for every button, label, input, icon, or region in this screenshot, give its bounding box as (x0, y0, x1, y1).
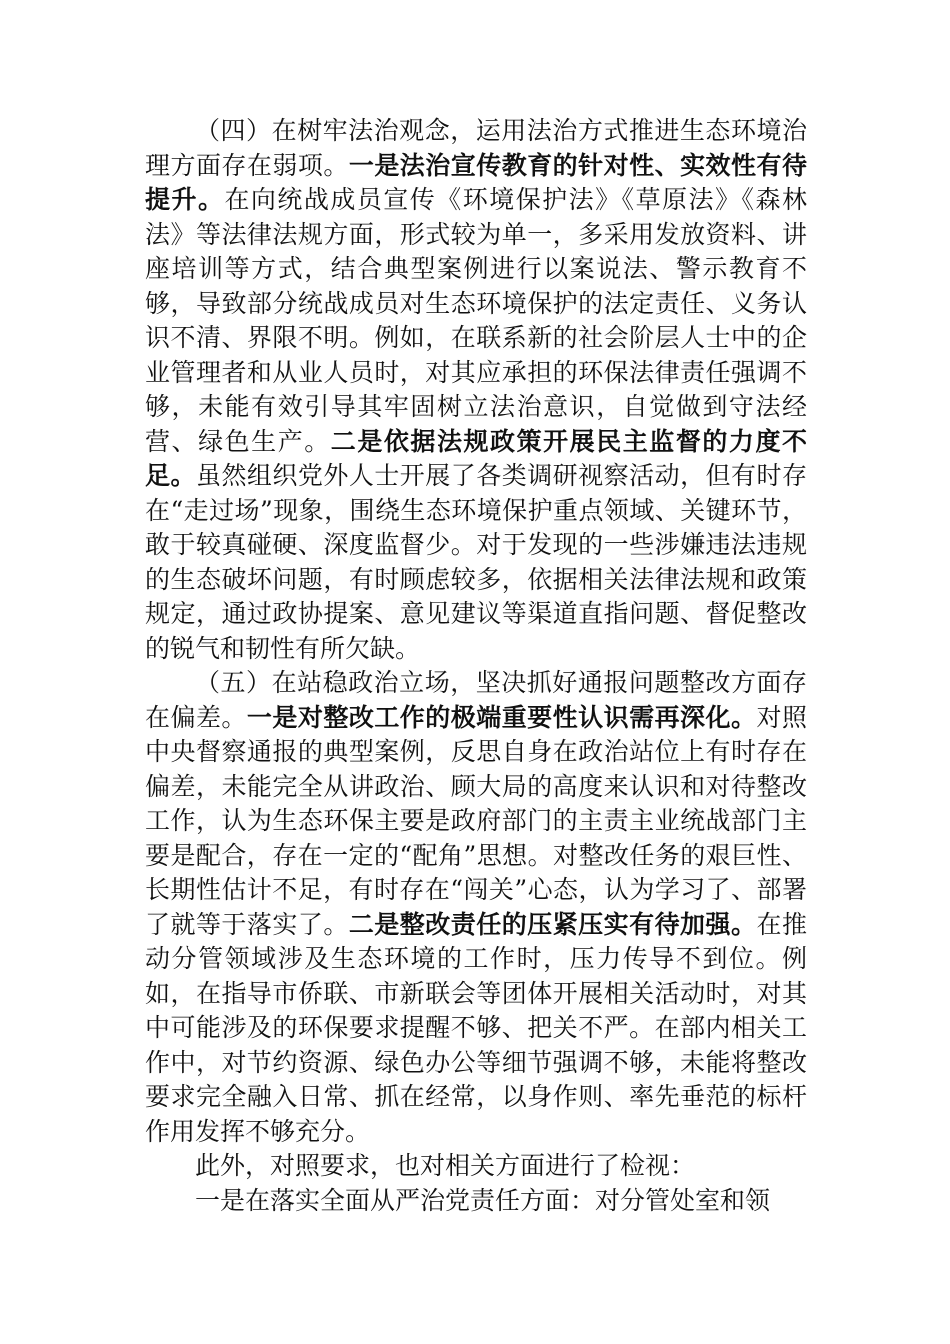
section-4-point-1-body: 在向统战成员宣传《环境保护法》《草原法》《森林法》等法律法规方面，形式较为单一，多采用发放资料、讲座培训等方式，结合典型案例进行以案说法、警示教育不够，导致部分统战成员对生态环境保护的法定责任、义务认识不清、界限不明。例如，在联系新的社会阶层人士中的企业管理者和从业人员时，对其应承担的环保法律责任强调不够，未能有效引导其牢固树立法治意识，自觉做到守法经营、绿色生产。 (145, 185, 807, 456)
section-5-point-1-body: 对照中央督察通报的典型案例，反思自身在政治站位上有时存在偏差，未能完全从讲政治、顾大局的高度来认识和对待整改工作，认为生态环保主要是政府部门的主责主业统战部门主要是配合，存在一定的“配角”思想。对整改任务的艰巨性、长期性估计不足，有时存在“闯关”心态，认为学习了、部署了就等于落实了。 (145, 702, 807, 939)
section-4-point-1-title: 一是法治宣传教育的针对性、实效性有待提升。 (145, 150, 807, 214)
document-body (145, 114, 807, 1218)
section-4-heading: （四）在树牢法治观念，运用法治方式推进生态环境治理方面存在弱项。 (145, 116, 807, 180)
paragraph-section-4 (145, 114, 807, 666)
section-5-point-2-title: 二是整改责任的压紧压实有待加强。 (348, 909, 757, 939)
paragraph-party-governance (145, 1184, 807, 1219)
section-5-point-1-title: 一是对整改工作的极端重要性认识需再深化。 (246, 702, 757, 732)
party-governance-text: 一是在落实全面从严治党责任方面：对分管处室和领 (195, 1185, 771, 1215)
section-4-point-2-body: 虽然组织党外人士开展了各类调研视察活动，但有时存在“走过场”现象，围绕生态环境保护重点领域、关键环节，敢于较真碰硬、深度监督少。对于发现的一些涉嫌违法违规的生态破坏问题，有时顾虑较多，依据相关法律法规和政策规定，通过政协提案、意见建议等渠道直指问题、督促整改的锐气和韧性有所欠缺。 (145, 461, 807, 663)
section-4-point-2-title: 二是依据法规政策开展民主监督的力度不足。 (145, 426, 807, 490)
paragraph-section-5 (145, 666, 807, 1149)
section-5-heading: （五）在站稳政治立场，坚决抓好通报问题整改方面存在偏差。 (145, 668, 807, 732)
additional-review-text: 此外，对照要求，也对相关方面进行了检视： (195, 1151, 696, 1180)
section-5-point-2-body: 在推动分管领域涉及生态环境的工作时，压力传导不到位。例如，在指导市侨联、市新联会等团体开展相关活动时，对其中可能涉及的环保要求提醒不够、把关不严。在部内相关工作中，对节约资源、绿色办公等细节强调不够，未能将整改要求完全融入日常、抓在经常，以身作则、率先垂范的标杆作用发挥不够充分。 (145, 909, 807, 1146)
paragraph-additional-review (145, 1149, 807, 1184)
